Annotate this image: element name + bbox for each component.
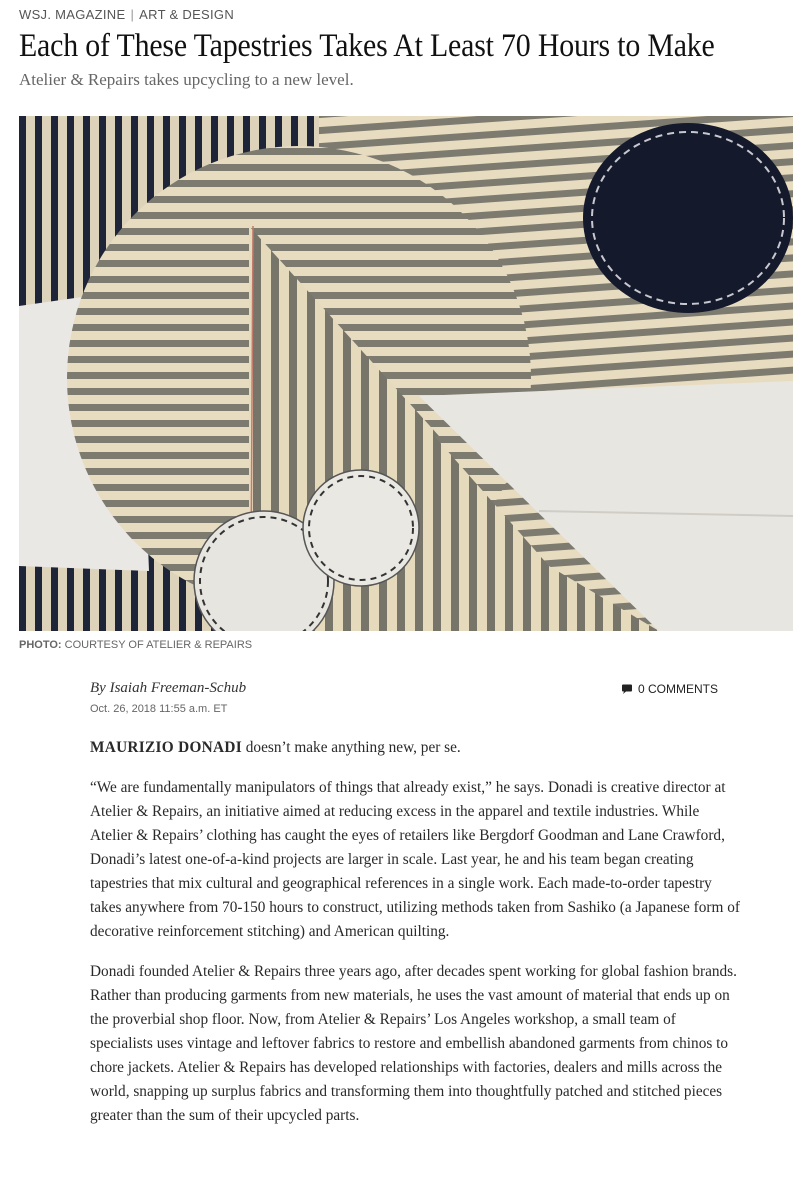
paragraph-3: Donadi founded Atelier & Repairs three years ago, after decades spent working for global fashion brands. Rather than producing garments from new materials, he uses the vast amount of material that ends up on the proverbial shop floor. Now, from Atelier & Repairs’ Los Angeles workshop, a small team of specialists uses vintage and leftover fabrics to restore and embellish abandoned garments from chinos to chore jackets. Atelier & Repairs has developed relationships with factories, dealers and mills across the world, snapping up surplus fabrics and transforming them into thoughtfully patched and stitched pieces greater than the sum of their upcycled parts. <box>90 963 737 1124</box>
comments-count: 0 COMMENTS <box>638 682 719 696</box>
byline[interactable]: By Isaiah Freeman-Schub <box>90 680 247 696</box>
headline: Each of These Tapestries Takes At Least 70 Hours to Make <box>19 28 715 64</box>
photo-credit-text: COURTESY OF ATELIER & REPAIRS <box>64 639 253 651</box>
section-kicker <box>19 7 234 22</box>
tapestry-photo <box>19 116 793 631</box>
photo-credit <box>19 639 252 651</box>
subsection-link[interactable]: ART & DESIGN <box>139 7 235 22</box>
section-link[interactable]: WSJ. MAGAZINE <box>19 7 126 22</box>
paragraph-2: “We are fundamentally manipulators of things that already exist,” he says. Donadi is creative director at Atelier & Repairs, an initiative aimed at reducing excess in the apparel and textile industries. While Atelier & Repairs’ clothing has caught the eyes of retailers like Bergdorf Goodman and Lane Crawford, Donadi’s latest one-of-a-kind projects are larger in scale. Last year, he and his team began creating tapestries that mix cultural and geographical references in a single work. Each made-to-order tapestry takes anywhere from 70-150 hours to construct, utilizing methods taken from Sashiko (a Japanese form of decorative reinforcement stitching) and American quilting. <box>90 779 740 940</box>
photo-credit-label: PHOTO: <box>19 639 62 651</box>
comments-link[interactable] <box>621 682 718 696</box>
dek: Atelier & Repairs takes upcycling to a new level. <box>19 70 354 89</box>
kicker-separator: | <box>130 7 135 22</box>
paragraph-1-text: doesn’t make anything new, per se. <box>241 739 461 756</box>
article-body <box>90 736 740 1144</box>
lead-name: MAURIZIO DONADI <box>90 739 242 756</box>
timestamp: Oct. 26, 2018 11:55 a.m. ET <box>90 703 228 715</box>
speech-bubble-icon <box>621 684 633 695</box>
paragraph-1 <box>90 736 740 760</box>
